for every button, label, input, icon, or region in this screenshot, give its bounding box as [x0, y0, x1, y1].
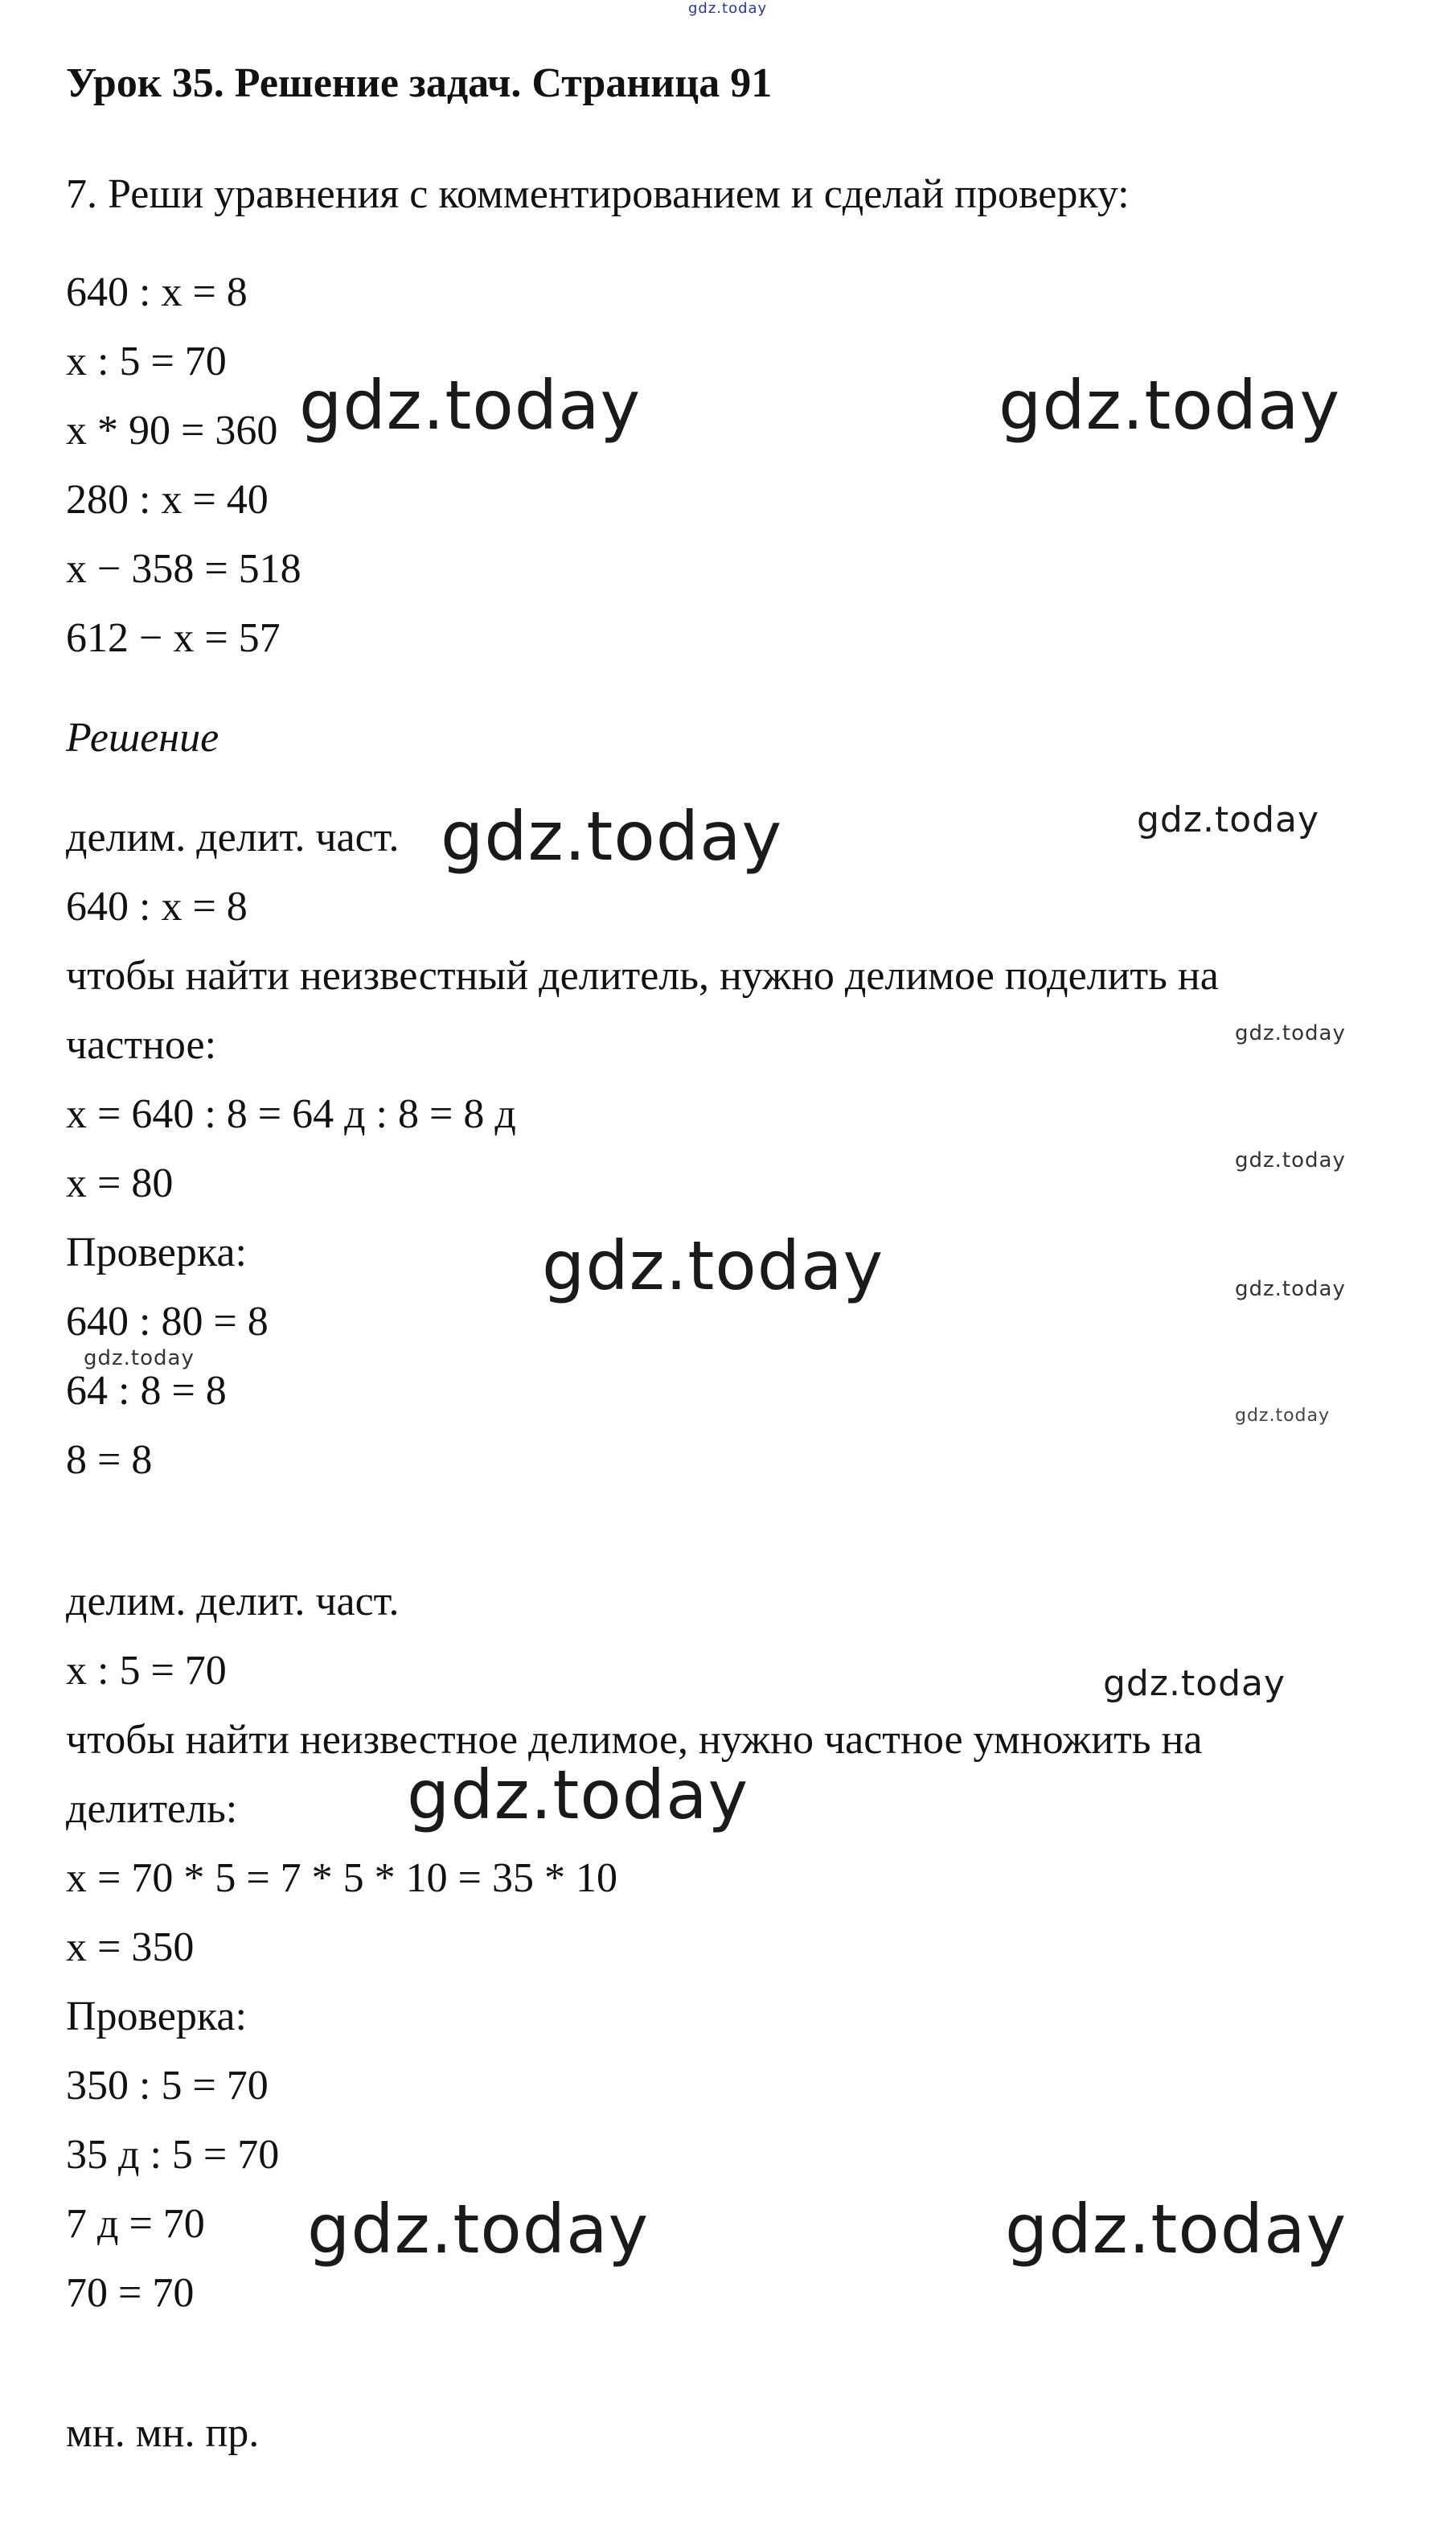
- block2-calc: x = 70 * 5 = 7 * 5 * 10 = 35 * 10: [66, 1855, 617, 1901]
- watermark: gdz.today: [407, 1756, 749, 1834]
- watermark: gdz.today: [441, 797, 783, 876]
- watermark: gdz.today: [1103, 1663, 1286, 1704]
- block1-answer: x = 80: [66, 1160, 174, 1206]
- watermark: gdz.today: [1235, 1277, 1346, 1301]
- block1-terms: делим. делит. част.: [66, 815, 400, 860]
- block1-equation: 640 : x = 8: [66, 884, 248, 930]
- top-watermark: gdz.today: [688, 0, 768, 17]
- block1-check: 8 = 8: [66, 1437, 153, 1483]
- block2-check: 7 д = 70: [66, 2201, 205, 2247]
- watermark: gdz.today: [299, 366, 642, 445]
- watermark: gdz.today: [1235, 1021, 1346, 1045]
- watermark: gdz.today: [307, 2190, 650, 2269]
- task-statement: 7. Реши уравнения с комментированием и сделай проверку:: [66, 171, 1130, 217]
- watermark: gdz.today: [999, 366, 1341, 445]
- watermark: gdz.today: [542, 1226, 884, 1305]
- block1-check: 64 : 8 = 8: [66, 1368, 227, 1414]
- watermark: gdz.today: [1005, 2190, 1347, 2269]
- page-title: Урок 35. Решение задач. Страница 91: [66, 60, 773, 106]
- task-equation: x : 5 = 70: [66, 339, 227, 384]
- block2-check-label: Проверка:: [66, 1994, 247, 2039]
- watermark: gdz.today: [84, 1346, 195, 1370]
- block2-terms: делим. делит. част.: [66, 1579, 400, 1624]
- block1-check-label: Проверка:: [66, 1230, 247, 1275]
- block2-rule: чтобы найти неизвестное делимое, нужно частное умножить на: [66, 1717, 1203, 1763]
- block2-answer: x = 350: [66, 1924, 195, 1970]
- task-equation: 640 : x = 8: [66, 269, 248, 315]
- block1-rule-cont: частное:: [66, 1022, 217, 1068]
- block2-rule-cont: делитель:: [66, 1786, 238, 1832]
- watermark: gdz.today: [1235, 1406, 1331, 1426]
- watermark: gdz.today: [1137, 799, 1320, 840]
- task-equation: 280 : x = 40: [66, 477, 269, 523]
- task-equation: x * 90 = 360: [66, 408, 278, 454]
- watermark: gdz.today: [1235, 1148, 1346, 1172]
- block1-calc: x = 640 : 8 = 64 д : 8 = 8 д: [66, 1091, 516, 1137]
- solution-heading: Решение: [66, 715, 219, 761]
- block2-check: 35 д : 5 = 70: [66, 2132, 280, 2178]
- block3-terms: мн. мн. пр.: [66, 2410, 260, 2456]
- task-equation: 612 − x = 57: [66, 615, 281, 661]
- task-equation: x − 358 = 518: [66, 546, 301, 592]
- block2-check: 350 : 5 = 70: [66, 2063, 269, 2109]
- block2-equation: x : 5 = 70: [66, 1648, 227, 1694]
- block2-check: 70 = 70: [66, 2270, 195, 2316]
- block1-rule: чтобы найти неизвестный делитель, нужно делимое поделить на: [66, 953, 1219, 999]
- block1-check: 640 : 80 = 8: [66, 1299, 269, 1345]
